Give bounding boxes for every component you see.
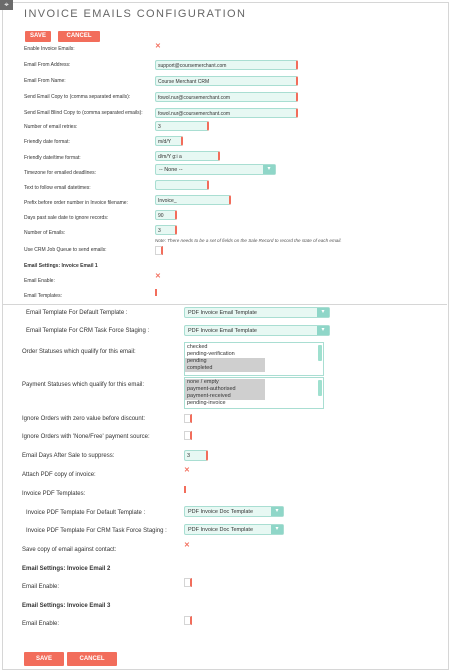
list-item-selected[interactable]: payment-authorised — [185, 386, 265, 393]
list-item[interactable]: pending-invoice — [187, 400, 226, 406]
friendly-datetime-label: Friendly date/time format: — [24, 155, 81, 161]
scrollbar[interactable] — [318, 380, 322, 396]
x-check-icon-attach-pdf[interactable]: ✕ — [184, 467, 190, 474]
chevron-down-icon: ▾ — [317, 326, 329, 335]
retries-field[interactable]: 3 — [155, 121, 209, 131]
days-past-field[interactable]: 90 — [155, 210, 177, 220]
pdf-templates-marker — [184, 486, 186, 493]
template-default-label: Email Template For Default Template : — [26, 310, 128, 316]
pin-icon[interactable]: ⌖ — [0, 0, 13, 10]
ignore-none-free-checkbox[interactable] — [184, 431, 192, 440]
email-from-name-label: Email From Name: — [24, 78, 66, 84]
email-enable-3-checkbox[interactable] — [184, 616, 192, 625]
attach-pdf-label: Attach PDF copy of invoice: — [22, 472, 96, 478]
template-crm-value: PDF Invoice Email Template — [188, 328, 257, 334]
send-email-copy-label: Send Email Copy to (comma separated emails): — [24, 94, 131, 100]
number-emails-note: Note: There needs to be a set of fields on the Sale Record to record the state of each email. — [155, 238, 342, 243]
scrollbar[interactable] — [318, 345, 322, 361]
template-default-value: PDF Invoice Email Template — [188, 310, 257, 316]
list-item-selected[interactable]: payment-received — [185, 393, 265, 400]
email-enable-2-checkbox[interactable] — [184, 578, 192, 587]
template-crm-label: Email Template For CRM Task Force Staging : — [26, 328, 150, 334]
template-default-select[interactable] — [184, 307, 330, 318]
use-crm-queue-checkbox[interactable] — [155, 246, 163, 255]
timezone-select[interactable] — [155, 164, 276, 175]
ignore-zero-checkbox[interactable] — [184, 414, 192, 423]
email-enable-label: Email Enable: — [24, 278, 55, 284]
save-button-bottom[interactable]: SAVE — [24, 652, 64, 666]
pdf-templates-label: Invoice PDF Templates: — [22, 491, 86, 497]
number-emails-label: Number of Emails: — [24, 230, 66, 236]
pdf-default-label: Invoice PDF Template For Default Template : — [26, 510, 146, 516]
payment-statuses-list[interactable] — [184, 377, 324, 409]
send-email-blind-label: Send Email Blind Copy to (comma separated emails): — [24, 110, 143, 116]
cancel-button-bottom[interactable]: CANCEL — [67, 652, 117, 666]
ignore-zero-label: Ignore Orders with zero value before discount: — [22, 416, 146, 422]
email-settings-1-heading: Email Settings: Invoice Email 1 — [24, 263, 98, 269]
save-copy-label: Save copy of email against contact: — [22, 547, 117, 553]
days-past-label: Days past sale date to ignore records: — [24, 215, 109, 221]
email-settings-3-heading: Email Settings: Invoice Email 3 — [22, 603, 111, 609]
pdf-crm-label: Invoice PDF Template For CRM Task Force Staging : — [26, 528, 167, 534]
chevron-down-icon: ▾ — [271, 525, 283, 534]
template-crm-select[interactable] — [184, 325, 330, 336]
ignore-none-free-label: Ignore Orders with 'None/Free' payment source: — [22, 434, 150, 440]
email-from-name-field[interactable]: Course Merchant CRM — [155, 76, 298, 86]
list-item[interactable]: checked — [187, 344, 208, 350]
x-check-icon-save-copy[interactable]: ✕ — [184, 542, 190, 549]
send-email-blind-field[interactable]: fowol.nur@coursemerchant.com — [155, 108, 298, 118]
email-from-address-label: Email From Address: — [24, 62, 71, 68]
payment-statuses-label: Payment Statuses which qualify for this email: — [22, 382, 145, 388]
pdf-default-value: PDF Invoice Doc Template — [188, 509, 254, 515]
retries-label: Number of email retries: — [24, 124, 78, 130]
list-item-selected[interactable]: completed — [185, 365, 265, 372]
list-item-selected[interactable]: none / empty — [185, 379, 265, 386]
send-email-copy-field[interactable]: fowol.nur@coursemerchant.com — [155, 92, 298, 102]
email-days-label: Email Days After Sale to suppress: — [22, 453, 115, 459]
section-divider — [2, 304, 447, 305]
number-emails-field[interactable]: 3 — [155, 225, 177, 235]
x-check-icon-email-enable[interactable]: ✕ — [155, 273, 161, 280]
timezone-label: Timezone for emailed deadlines: — [24, 170, 97, 176]
page-title: INVOICE EMAILS CONFIGURATION — [24, 8, 247, 20]
order-statuses-label: Order Statuses which qualify for this email: — [22, 349, 136, 355]
email-templates-marker — [155, 289, 157, 296]
timezone-value: -- None -- — [159, 167, 183, 173]
email-from-address-field[interactable]: support@coursemerchant.com — [155, 60, 298, 70]
chevron-down-icon: ▾ — [317, 308, 329, 317]
pdf-crm-value: PDF Invoice Doc Template — [188, 527, 254, 533]
use-crm-queue-text: Use CRM Job Queue to send emails: — [24, 247, 107, 253]
save-button-top[interactable]: SAVE — [25, 31, 51, 42]
text-follow-label: Text to follow email datetimes: — [24, 185, 91, 191]
friendly-date-field[interactable]: m/d/Y — [155, 136, 183, 146]
email-enable-3-label: Email Enable: — [22, 621, 60, 627]
email-templates-label: Email Templates: — [24, 293, 62, 299]
email-days-field[interactable]: 3 — [184, 450, 208, 461]
email-enable-2-label: Email Enable: — [22, 584, 60, 590]
email-settings-2-heading: Email Settings: Invoice Email 2 — [22, 566, 111, 572]
chevron-down-icon: ▾ — [271, 507, 283, 516]
enable-invoice-emails-label: Enable Invoice Emails: — [24, 46, 75, 52]
prefix-field[interactable]: Invoice_ — [155, 195, 231, 205]
friendly-date-label: Friendly date format: — [24, 139, 70, 145]
x-check-icon[interactable]: ✕ — [155, 43, 161, 50]
text-follow-field[interactable] — [155, 180, 209, 190]
pdf-default-select[interactable] — [184, 506, 284, 517]
prefix-label: Prefix before order number in Invoice filename: — [24, 200, 128, 206]
list-item-selected[interactable]: pending — [185, 358, 265, 365]
order-statuses-list[interactable] — [184, 342, 324, 376]
chevron-down-icon: ▾ — [263, 165, 275, 174]
friendly-datetime-field[interactable]: d/m/Y g:i a — [155, 151, 220, 161]
cancel-button-top[interactable]: CANCEL — [58, 31, 100, 42]
list-item[interactable]: pending-verification — [187, 351, 235, 357]
pdf-crm-select[interactable] — [184, 524, 284, 535]
